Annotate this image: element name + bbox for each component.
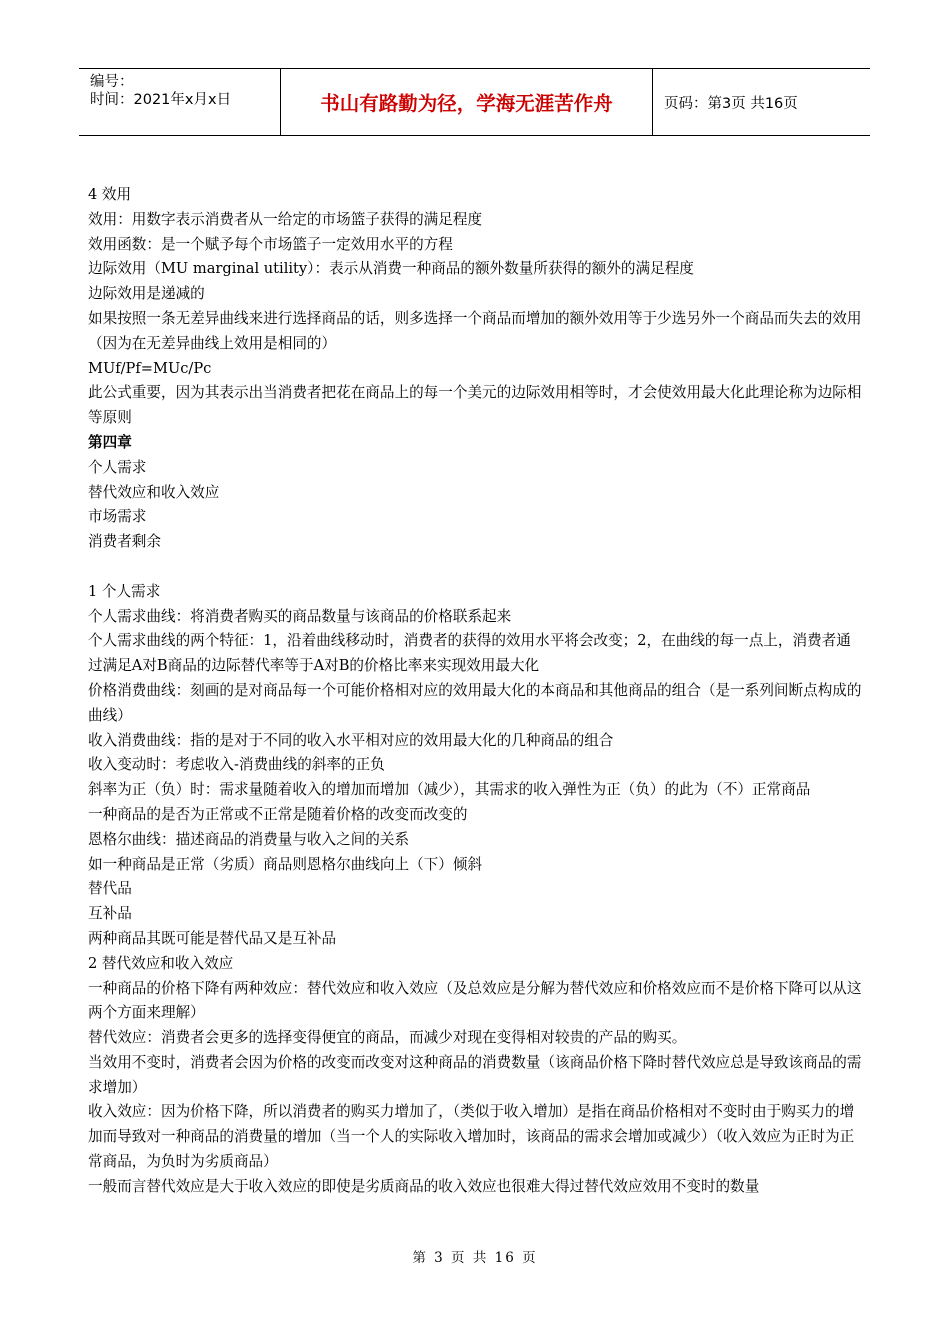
paragraph: 此公式重要，因为其表示出当消费者把花在商品上的每一个美元的边际效用相等时，才会使效用最大化此理论称为边际相等原则 — [88, 384, 862, 427]
page-header — [79, 68, 870, 136]
paragraph: 如果按照一条无差异曲线来进行选择商品的话，则多选择一个商品而增加的额外效用等于少选另外一个商品而失去的效用（因为在无差异曲线上效用是相同的） — [88, 309, 862, 352]
header-number-label: 编号： — [90, 74, 134, 90]
paragraph: 边际效用（MU marginal utility）：表示从消费一种商品的额外数量所获得的额外的满足程度 — [88, 260, 694, 278]
header-motto: 书山有路勤为径，学海无涯苦作舟 — [280, 69, 653, 135]
outline-item: 市场需求 — [88, 508, 147, 526]
paragraph: 效用函数：是一个赋予每个市场篮子一定效用水平的方程 — [88, 235, 453, 253]
outline-item: 替代效应和收入效应 — [88, 483, 220, 501]
paragraph: 个人需求曲线的两个特征：1，沿着曲线移动时，消费者的获得的效用水平将会改变；2，在曲线的每一点上，消费者通过满足A对B商品的边际替代率等于A对B的价格比率来实现效用最大化 — [88, 632, 851, 675]
section-heading: 4 效用 — [88, 186, 132, 203]
blank-line — [88, 555, 864, 580]
section-heading: 2 替代效应和收入效应 — [88, 954, 234, 972]
section-heading: 1 个人需求 — [88, 582, 161, 600]
page-footer — [0, 1246, 950, 1266]
paragraph: 个人需求曲线：将消费者购买的商品数量与该商品的价格联系起来 — [88, 607, 512, 625]
chapter-title: 第四章 — [88, 433, 132, 451]
paragraph: 价格消费曲线：刻画的是对商品每一个可能价格相对应的效用最大化的本商品和其他商品的组合（是一系列间断点构成的曲线） — [88, 681, 862, 724]
paragraph: 一种商品的是否为正常或不正常是随着价格的改变而改变的 — [88, 805, 468, 823]
paragraph: 收入效应：因为价格下降，所以消费者的购买力增加了，（类似于收入增加）是指在商品价格相对不变时由于购买力的增加而导致对一种商品的消费量的增加（当一个人的实际收入增加时，该商品的需求会增加或减少）（收入效应为正时为正常商品，为负时为劣质商品） — [88, 1103, 855, 1171]
paragraph: 效用：用数字表示消费者从一给定的市场篮子获得的满足程度 — [88, 210, 483, 228]
document-body — [88, 183, 864, 1200]
paragraph: 边际效用是递减的 — [88, 285, 205, 303]
header-page-info: 页码：第3页 共16页 — [664, 95, 798, 112]
paragraph: 替代品 — [88, 880, 132, 898]
paragraph: 恩格尔曲线：描述商品的消费量与收入之间的关系 — [88, 830, 410, 848]
paragraph: 一种商品的价格下降有两种效应：替代效应和收入效应（及总效应是分解为替代效应和价格效应而不是价格下降可以从这两个方面来理解） — [88, 979, 862, 1022]
paragraph: 两种商品其既可能是替代品又是互补品 — [88, 929, 337, 947]
header-meta — [79, 69, 280, 135]
paragraph: 互补品 — [88, 905, 132, 923]
footer-page-number: 第 3 页 共 16 页 — [412, 1250, 538, 1266]
outline-item: 个人需求 — [88, 458, 147, 476]
paragraph: 斜率为正（负）时：需求量随着收入的增加而增加（减少），其需求的收入弹性为正（负）的此为（不）正常商品 — [88, 781, 811, 799]
formula: MUf/Pf=MUc/Pc — [88, 359, 212, 377]
header-time-label: 时间：2021年x月x日 — [90, 92, 232, 108]
paragraph: 收入消费曲线：指的是对于不同的收入水平相对应的效用最大化的几种商品的组合 — [88, 731, 614, 749]
outline-item: 消费者剩余 — [88, 533, 161, 551]
paragraph: 如一种商品是正常（劣质）商品则恩格尔曲线向上（下）倾斜 — [88, 855, 483, 873]
paragraph: 一般而言替代效应是大于收入效应的即使是劣质商品的收入效应也很难大得过替代效应效用不变时的数量 — [88, 1177, 760, 1195]
paragraph: 收入变动时：考虑收入-消费曲线的斜率的正负 — [88, 756, 385, 774]
paragraph: 当效用不变时，消费者会因为价格的改变而改变对这种商品的消费数量（该商品价格下降时替代效应总是导致该商品的需求增加） — [88, 1053, 862, 1096]
paragraph: 替代效应：消费者会更多的选择变得便宜的商品，而减少对现在变得相对较贵的产品的购买。 — [88, 1029, 687, 1047]
